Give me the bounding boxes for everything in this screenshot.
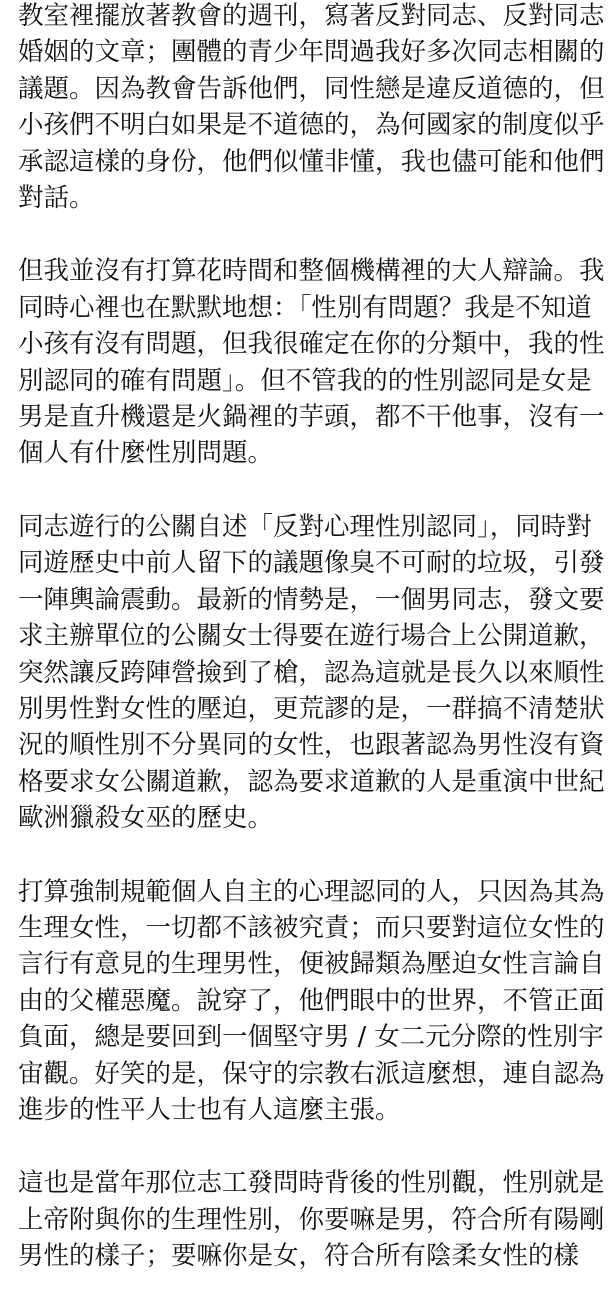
text-line: 進步的性平人士也有人這麼主張。 [18, 1094, 401, 1125]
text-line: 同時心裡也在默默地想：「性別有問題？我是不知道 [18, 292, 592, 323]
text-line: 男性的樣子；要嘛你是女，符合所有陰柔女性的樣 [18, 1241, 580, 1272]
text-line: 一陣輿論震動。最新的情勢是，一個男同志，發文要 [18, 584, 605, 615]
text-line: 突然讓反跨陣營撿到了槍，認為這就是長久以來順性 [18, 657, 605, 688]
text-line: 負面，總是要回到一個堅守男 / 女二元分際的性別宇 [18, 1022, 604, 1053]
text-line: 同志遊行的公關自述「反對心理性別認同」，同時對 [18, 511, 592, 542]
text-line: 歐洲獵殺女巫的歷史。 [18, 803, 274, 834]
text-line: 別男性對女性的壓迫，更荒謬的是，一群搞不清楚狀 [18, 693, 605, 724]
text-line: 生理女性，一切都不該被究責；而只要對這位女性的 [18, 912, 605, 943]
paragraph-1 [18, 0, 605, 216]
text-line: 承認這樣的身份，他們似懂非懂，我也儘可能和他們 [18, 146, 605, 177]
paragraph-5 [18, 1165, 605, 1274]
text-line: 議題。因為教會告訴他們，同性戀是違反道德的，但 [18, 73, 605, 104]
text-line: 上帝附與你的生理性別，你要嘛是男，符合所有陽剛 [18, 1204, 605, 1235]
text-line: 格要求女公關道歉，認為要求道歉的人是重演中世紀 [18, 766, 605, 797]
paragraph-2 [18, 253, 605, 471]
text-line: 況的順性別不分異同的女性，也跟著認為男性沒有資 [18, 730, 605, 761]
text-line: 男是直升機還是火鍋裡的芋頭，都不干他事，沒有一 [18, 402, 605, 433]
paragraph-3 [18, 509, 605, 837]
text-line: 這也是當年那位志工發問時背後的性別觀，性別就是 [18, 1168, 605, 1199]
text-line: 打算強制規範個人自主的心理認同的人，只因為其為 [18, 876, 605, 907]
text-line: 別認同的確有問題」。但不管我的的性別認同是女是 [18, 365, 592, 396]
text-line: 宙觀。好笑的是，保守的宗教右派這麼想，連自認為 [18, 1058, 605, 1089]
paragraph-4 [18, 874, 605, 1129]
text-line: 小孩有沒有問題，但我很確定在你的分類中，我的性 [18, 329, 605, 360]
text-line: 但我並沒有打算花時間和整個機構裡的大人辯論。我 [18, 256, 605, 287]
article-body [18, 0, 605, 1312]
text-line: 同遊歷史中前人留下的議題像臭不可耐的垃圾，引發 [18, 548, 605, 579]
text-line: 婚姻的文章；團體的青少年問過我好多次同志相關的 [18, 37, 605, 68]
text-line: 教室裡擺放著教會的週刊，寫著反對同志、反對同志 [18, 1, 605, 31]
text-line: 個人有什麼性別問題。 [18, 438, 274, 469]
text-line: 對話。 [18, 183, 95, 214]
text-line: 求主辦單位的公關女士得要在遊行場合上公開道歉， [18, 621, 605, 652]
text-line: 由的父權惡魔。說穿了，他們眼中的世界，不管正面 [18, 985, 605, 1016]
text-line: 言行有意見的生理男性，便被歸類為壓迫女性言論自 [18, 949, 605, 980]
text-line: 小孩們不明白如果是不道德的，為何國家的制度似乎 [18, 110, 605, 141]
